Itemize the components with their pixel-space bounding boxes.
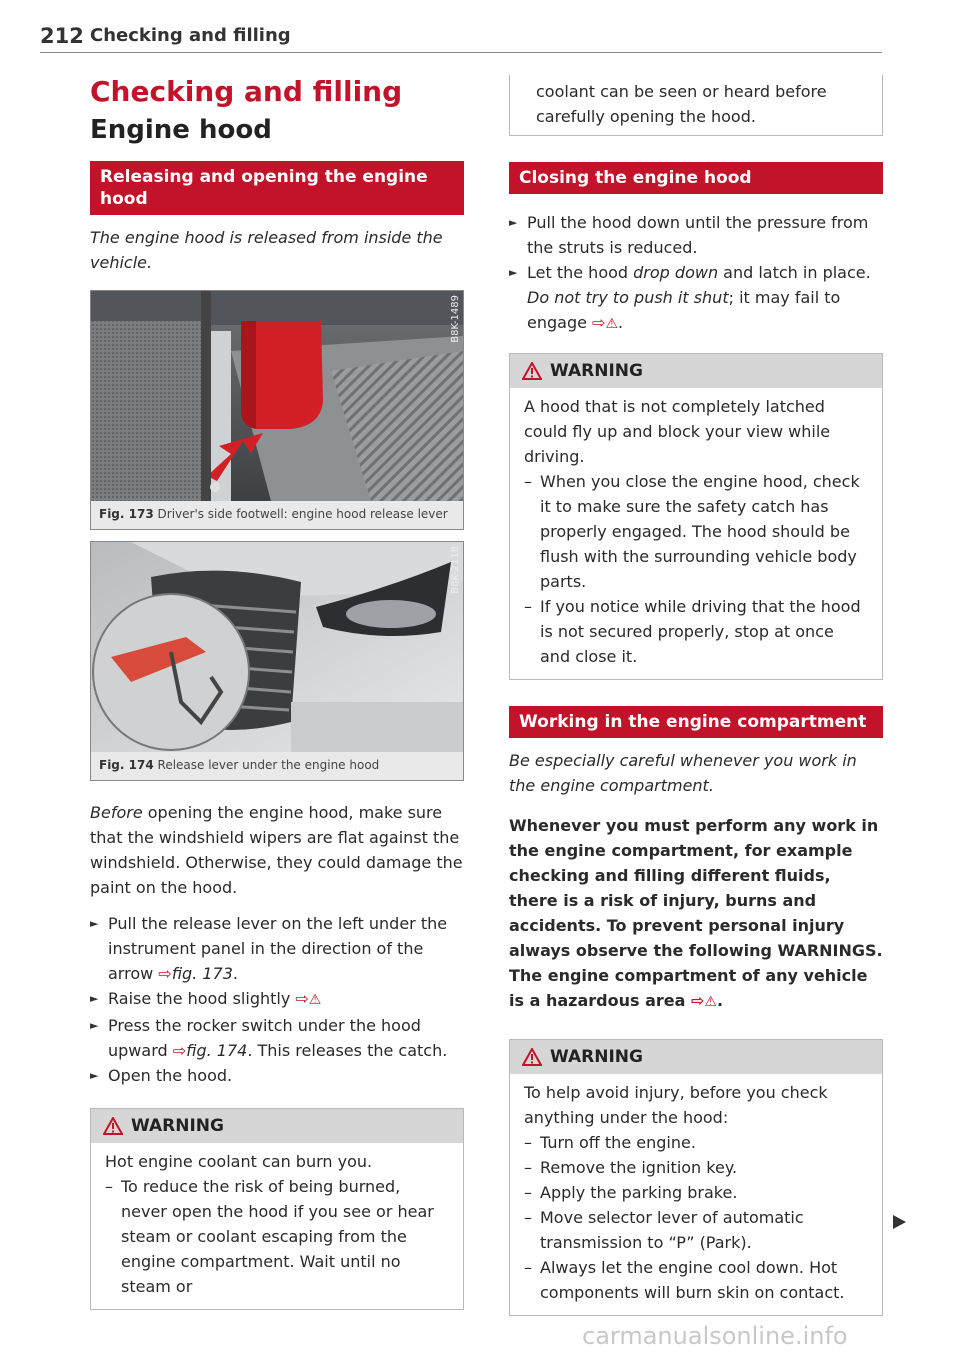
right-column [509, 75, 883, 1316]
warning-icon: ⚠ [308, 992, 322, 1008]
list-item: ► Pull the release lever on the left under the instrument panel in the direction of the arrow ⇨fig. 173. [90, 914, 448, 983]
list-item: – Always let the engine cool down. Hot components will burn skin on contact. [524, 1258, 845, 1302]
figure-number: Fig. 174 [99, 758, 154, 772]
warning-header: WARNING [510, 1040, 882, 1074]
list-item: – When you close the engine hood, check it to make sure the safety catch has properly engaged. The hood should be flush with the surrounding vehicle body parts. [524, 472, 860, 591]
figure-caption-text: Release lever under the engine hood [157, 758, 380, 772]
intro-paragraph: Before opening the engine hood, make sure that the windshield wipers are flat against the windshield. Otherwise, they could damage the paint on the hood. [90, 803, 463, 897]
figure-caption-text: Driver's side footwell: engine hood release lever [157, 507, 448, 521]
list-item: ► Pull the hood down until the pressure from the struts is reduced. [509, 213, 869, 257]
warning-icon [522, 362, 542, 380]
warning-box [509, 353, 883, 680]
warning-box [90, 1108, 464, 1310]
figure-code: B8K-1489 [450, 295, 461, 343]
warning-box [509, 1039, 883, 1316]
section-bar-releasing: Releasing and opening the engine hood [90, 161, 464, 215]
warning-icon: ⚠ [704, 994, 717, 1010]
continue-arrow-icon [893, 1215, 906, 1229]
figure-number: Fig. 173 [99, 507, 154, 521]
list-item: ► Let the hood drop down and latch in place. Do not try to push it shut; it may fail to engage ⇨⚠. [509, 263, 871, 332]
warning-icon [522, 1048, 542, 1066]
hood-release-illustration [91, 542, 463, 752]
figure-173 [90, 290, 464, 530]
list-item: – Apply the parking brake. [524, 1183, 738, 1202]
section-title: Engine hood [90, 115, 272, 145]
warning-icon [103, 1117, 123, 1135]
list-item: – Move selector lever of automatic transmission to “P” (Park). [524, 1208, 804, 1252]
figure-caption [91, 752, 463, 780]
warning-icon: ⚠ [605, 316, 618, 332]
section-lead: The engine hood is released from inside the vehicle. [90, 228, 443, 272]
warning-body: Hot engine coolant can burn you. – To reduce the risk of being burned, never open the hood if you see or hear steam or coolant escaping from the engine compartment. Wait until no steam or [91, 1143, 463, 1309]
closing-steps [509, 210, 883, 337]
figure-caption [91, 501, 463, 529]
page-header [40, 24, 882, 53]
left-column [90, 75, 464, 1310]
figure-code: B8K-2118 [450, 546, 461, 594]
section-bar-closing: Closing the engine hood [509, 162, 883, 194]
warning-header: WARNING [510, 354, 882, 388]
warning-body: A hood that is not completely latched could fly up and block your view while driving. – When you close the engine hood, check it to make sure the safety catch has properly engaged. The hood should be flush with the surrounding vehicle body parts. – If you notice while driving that the hood is not secured properly, stop at once and close it. [510, 388, 882, 679]
list-item: – Turn off the engine. [524, 1133, 696, 1152]
watermark: carmanualsonline.info [582, 1322, 848, 1350]
opening-steps [90, 911, 464, 1088]
running-title: Checking and filling [90, 25, 291, 46]
list-item: ► Raise the hood slightly ⇨⚠ [90, 989, 322, 1008]
list-item: – Remove the ignition key. [524, 1158, 738, 1177]
list-item: ► Press the rocker switch under the hood upward ⇨fig. 174. This releases the catch. [90, 1016, 448, 1060]
footwell-illustration [91, 291, 463, 501]
section-bar-working: Working in the engine compartment [509, 706, 883, 738]
chapter-title: Checking and filling [90, 75, 403, 108]
caution-paragraph: Whenever you must perform any work in the engine compartment, for example checking and filling different fluids, there is a risk of injury, burns and accidents. To prevent personal injury always observe the following WARNINGS. The engine compartment of any vehicle is a hazardous area ⇨⚠. [509, 816, 883, 1010]
page-number: 212 [40, 24, 84, 48]
list-item: – If you notice while driving that the hood is not secured properly, stop at once and close it. [524, 597, 861, 666]
warning-body: To help avoid injury, before you check anything under the hood: – Turn off the engine. – Remove the ignition key. – Apply the parking brake. – Move selector lever of automatic transmission to “P” (Park). – Always let the engine cool down. Hot components will burn skin on contact. [510, 1074, 882, 1315]
warning-continued: coolant can be seen or heard before carefully opening the hood. [509, 75, 883, 136]
section-lead: Be especially careful whenever you work in the engine compartment. [509, 751, 857, 795]
list-item: – To reduce the risk of being burned, never open the hood if you see or hear steam or coolant escaping from the engine compartment. Wait until no steam or [105, 1177, 434, 1296]
warning-header: WARNING [91, 1109, 463, 1143]
list-item: ► Open the hood. [90, 1066, 233, 1085]
figure-174 [90, 541, 464, 781]
